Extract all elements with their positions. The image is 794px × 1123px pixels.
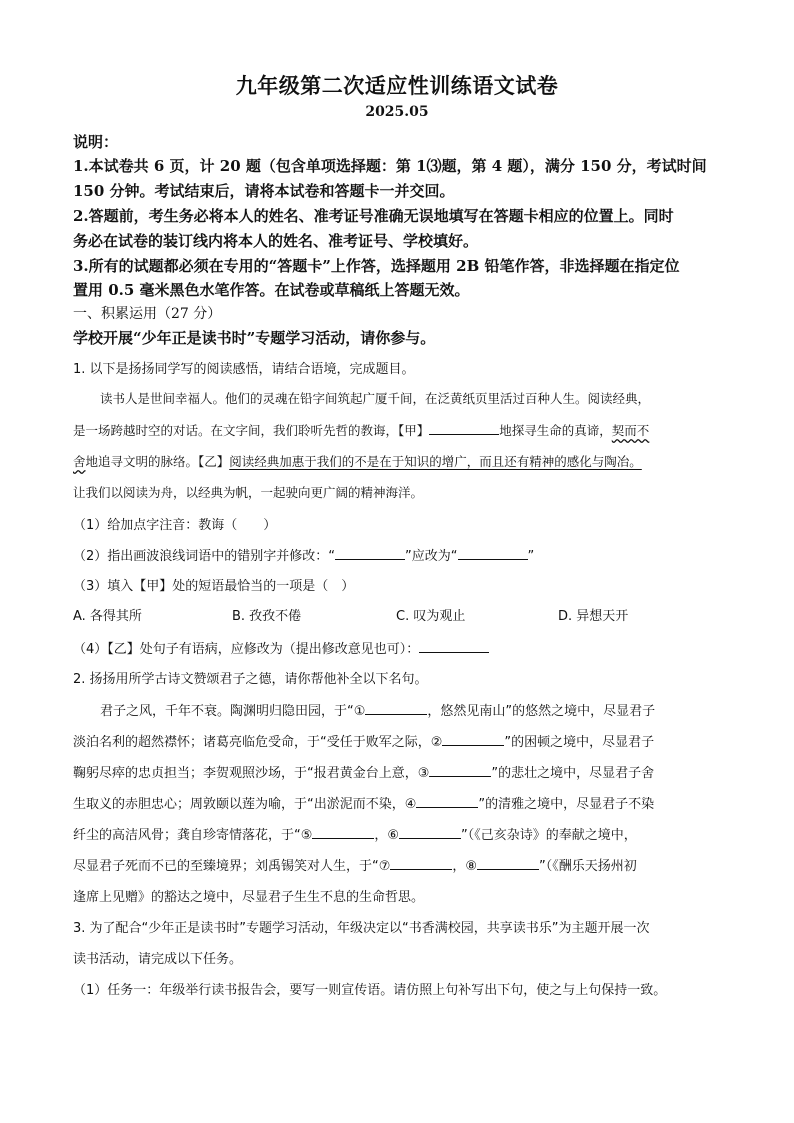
section1-intro: 学校开展“少年正是读书时”专题学习活动，请你参与。: [73, 329, 436, 347]
q1-passage-line1: 读书人是世间幸福人。他们的灵魂在铅字间筑起广厦千间，在泛黄纸页里活过百种人生。阅读经典，: [100, 391, 651, 406]
instruction-1a: 1.本试卷共 6 页，计 20 题（包含单项选择题：第 1⑶题，第 4 题），满分 150 分，考试时间: [73, 157, 707, 175]
q2-line3: [73, 762, 654, 781]
q2-text: 淡泊名利的超然襟怀；诸葛亮临危受命，于“受任于败军之际，②: [73, 735, 443, 750]
q2-text: 鞠躬尽瘁的忠贞担当；李贺观照沙场，于“报君黄金台上意，③: [73, 766, 430, 781]
instruction-2a: 2.答题前，考生务必将本人的姓名、准考证号准确无误地填写在答题卡相应的位置上。同时: [73, 207, 674, 225]
instruction-3b: 置用 0.5 毫米黑色水笔作答。在试卷或草稿纸上答题无效。: [73, 281, 470, 299]
q2-line4: [73, 793, 654, 812]
q1-sub4-text: （4）【乙】处句子有语病，应修改为（提出修改意见也可）：: [73, 642, 420, 657]
q2-line6: [73, 855, 637, 874]
q1-wavy-word-part1: 契而不: [611, 423, 650, 438]
q2-blank-3[interactable]: [429, 764, 491, 777]
instruction-3a: 3.所有的试题都必须在专用的“答题卡”上作答，选择题用 2B 铅笔作答，非选择题在指定位: [73, 257, 680, 275]
q1-sub4-blank[interactable]: [419, 640, 489, 653]
q2-text: ，⑥: [374, 828, 400, 843]
q1-sub2-text: ”: [527, 549, 535, 564]
q1-sub2-text: ”应改为“: [405, 549, 458, 564]
q2-blank-7[interactable]: [390, 857, 452, 870]
q2-stem: 2. 扬扬用所学古诗文赞颂君子之德，请你帮他补全以下名句。: [73, 672, 428, 687]
q3-task1: （1）任务一：年级举行读书报告会，要写一则宣传语。请仿照上句补写出下句，使之与上句保持一致。: [73, 983, 667, 998]
q1-sub2-blank-wrong[interactable]: [335, 547, 405, 560]
q2-blank-4[interactable]: [416, 795, 478, 808]
q1-passage-text: 地追寻文明的脉络。【乙】: [85, 454, 230, 469]
exam-title: 九年级第二次适应性训练语文试卷: [235, 73, 559, 98]
q1-passage-line2: [73, 421, 649, 439]
q3-stem-line2: 读书活动，请完成以下任务。: [73, 952, 243, 967]
section1-heading: 一、积累运用（27 分）: [73, 306, 222, 322]
q2-blank-6[interactable]: [399, 826, 461, 839]
q1-sub3: （3）填入【甲】处的短语最恰当的一项是（ ）: [73, 579, 355, 594]
q2-line5: [73, 824, 637, 843]
instruction-1b: 150 分钟。考试结束后，请将本试卷和答题卡一并交回。: [73, 182, 455, 200]
instruction-2b: 务必在试卷的装订线内将本人的姓名、准考证号、学校填好。: [73, 232, 479, 250]
q2-line1: [100, 700, 655, 719]
q1-option-d[interactable]: D. 异想天开: [558, 609, 629, 624]
q1-passage-text: 是一场跨越时空的对话。在文字间，我们聆听先哲的教诲，【甲】: [73, 423, 430, 438]
instructions-header: 说明：: [73, 133, 119, 151]
q2-text: ”（《酬乐天扬州初: [539, 859, 637, 874]
q2-text: ”（《己亥杂诗》的奉献之境中，: [461, 828, 637, 843]
q1-wavy-word-part2: 舍: [73, 454, 86, 469]
q2-blank-2[interactable]: [442, 733, 504, 746]
q2-text: 君子之风，千年不衰。陶渊明归隐田园，于“①: [100, 704, 366, 719]
q1-sub2-text: （2）指出画波浪线词语中的错别字并修改：“: [73, 549, 336, 564]
q2-text: ”的悲壮之境中，尽显君子舍: [491, 766, 655, 781]
q1-underlined-sentence: 阅读经典加惠于我们的不是在于知识的增广，而且还有精神的感化与陶冶。: [229, 454, 642, 469]
q2-text: 生取义的赤胆忠心；周敦颐以莲为喻，于“出淤泥而不染，④: [73, 797, 417, 812]
q2-text: ”的清雅之境中，尽显君子不染: [478, 797, 655, 812]
q1-sub2: [73, 545, 534, 564]
q1-passage-line4: 让我们以阅读为舟，以经典为帆，一起驶向更广阔的精神海洋。: [73, 485, 424, 500]
q1-passage-line3: [73, 452, 642, 470]
q2-blank-8[interactable]: [477, 857, 539, 870]
q2-text: ，⑧: [452, 859, 478, 874]
q1-option-b[interactable]: B. 孜孜不倦: [232, 609, 302, 624]
exam-date: 2025.05: [365, 104, 429, 120]
q2-blank-5[interactable]: [312, 826, 374, 839]
q1-stem: 1. 以下是扬扬同学写的阅读感悟，请结合语境，完成题目。: [73, 362, 415, 377]
q1-sub2-blank-correct[interactable]: [458, 547, 528, 560]
q2-line7: 逢席上见赠》的豁达之境中，尽显君子生生不息的生命哲思。: [73, 890, 425, 905]
q2-line2: [73, 731, 654, 750]
q1-option-a[interactable]: A. 各得其所: [73, 609, 142, 624]
q2-text: ”的困顿之境中，尽显君子: [504, 735, 655, 750]
q1-sub1: （1）给加点字注音：教诲（ ）: [73, 518, 277, 533]
q2-text: 尽显君子死而不已的至臻境界；刘禹锡笑对人生，于“⑦: [73, 859, 391, 874]
q3-stem-line1: 3. 为了配合“少年正是读书时”专题学习活动，年级决定以“书香满校园，共享读书乐”为主题开展一次: [73, 921, 650, 936]
q1-passage-text: 地探寻生命的真谛，: [499, 423, 612, 438]
q2-text: 纤尘的高洁风骨；龚自珍寄情落花，于“⑤: [73, 828, 313, 843]
q1-sub4: [73, 638, 489, 657]
q1-blank-jia[interactable]: [429, 422, 499, 435]
q2-blank-1[interactable]: [365, 702, 427, 715]
q2-text: ，悠然见南山”的悠然之境中，尽显君子: [427, 704, 656, 719]
q1-option-c[interactable]: C. 叹为观止: [396, 609, 466, 624]
